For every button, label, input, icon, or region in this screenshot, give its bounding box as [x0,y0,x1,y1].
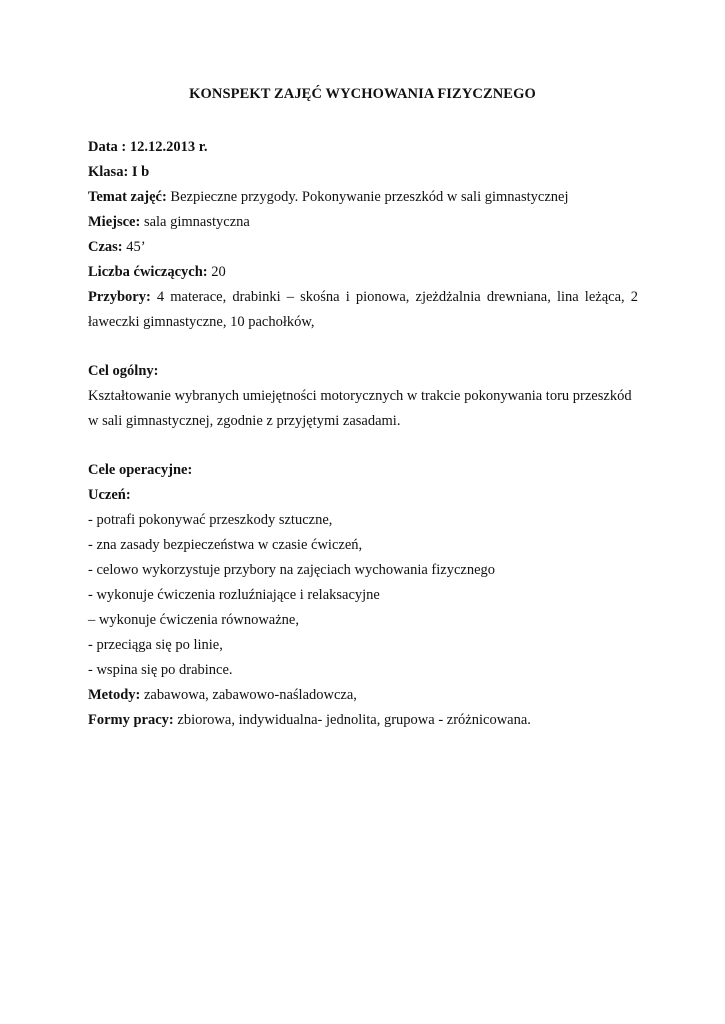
work-forms-label: Formy pracy: [88,712,174,728]
list-item: – wykonuje ćwiczenia równoważne, [88,612,299,628]
methods-line [88,683,638,708]
equipment-label: Przybory: [88,289,151,305]
place-value: sala gimnastyczna [140,214,250,230]
document-title: KONSPEKT ZAJĘĆ WYCHOWANIA FIZYCZNEGO [189,86,536,102]
spacer [88,434,638,458]
topic-label: Temat zajęć: [88,189,167,205]
topic-value: Bezpieczne przygody. Pokonywanie przeszkód w sali gimnastycznej [166,189,569,205]
equipment-value-1: 4 materace, drabinki – skośna i pionowa, zjeżdżalnia drewniana, lina leżąca, 2 [150,289,638,305]
time-value: 45’ [122,239,146,255]
list-item: - wykonuje ćwiczenia rozluźniające i relaksacyjne [88,587,380,603]
list-item: - wspina się po drabince. [88,662,233,678]
time-label: Czas: [88,239,123,255]
general-goal-line-2: w sali gimnastycznej, zgodnie z przyjętymi zasadami. [88,413,401,429]
methods-label: Metody: [88,687,141,703]
participants-line [88,260,638,285]
list-item: - potrafi pokonywać przeszkody sztuczne, [88,512,333,528]
class-line: Klasa: I b [88,164,150,180]
equipment-line-1 [88,285,638,310]
general-goal-heading: Cel ogólny: [88,363,159,379]
place-label: Miejsce: [88,214,141,230]
work-forms-value: zbiorowa, indywidualna- jednolita, grupowa - zróżnicowana. [173,712,531,728]
equipment-line-2: ławeczki gimnastyczne, 10 pachołków, [88,314,315,330]
general-goal-line-1: Kształtowanie wybranych umiejętności motorycznych w trakcie pokonywania toru przeszkód [88,388,632,404]
time-line [88,235,638,260]
participants-label: Liczba ćwiczących: [88,264,208,280]
date-line: Data : 12.12.2013 r. [88,139,208,155]
list-item: - przeciąga się po linie, [88,637,223,653]
methods-value: zabawowa, zabawowo-naśladowcza, [140,687,357,703]
work-forms-line [88,708,638,733]
student-subheading: Uczeń: [88,487,131,503]
document-body [88,135,638,733]
list-item: - zna zasady bezpieczeństwa w czasie ćwiczeń, [88,537,363,553]
topic-line [88,185,638,210]
operational-goals-heading: Cele operacyjne: [88,462,193,478]
list-item: - celowo wykorzystuje przybory na zajęciach wychowania fizycznego [88,562,496,578]
spacer [88,335,638,359]
place-line [88,210,638,235]
participants-value: 20 [207,264,226,280]
